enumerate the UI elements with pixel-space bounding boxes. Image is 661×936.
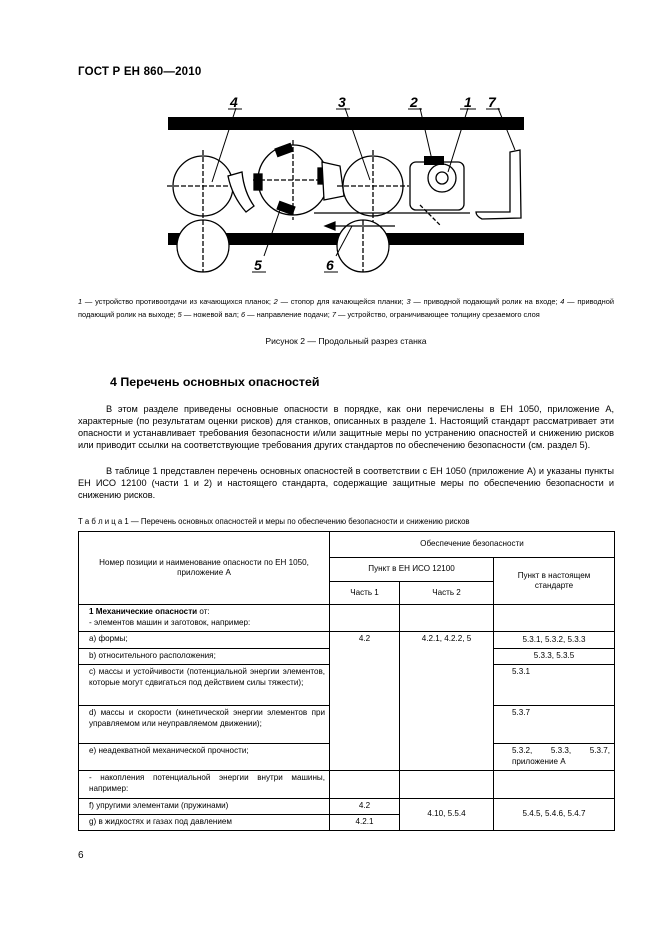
cell-std-d: 5.3.7 [494,706,615,744]
cell-empty [330,605,400,632]
inlet-feed-roller-3 [337,150,409,222]
cell-empty [400,771,494,799]
cell-empty [330,771,400,799]
label-5: 5 [254,257,262,273]
header-this-standard: Пункт в настоящем стандарте [494,558,615,605]
header-iso: Пункт в ЕН ИСО 12100 [330,558,494,582]
hazards-table [78,531,615,831]
label-2: 2 [410,94,418,110]
lower-roller-left [177,220,229,272]
figure-legend: 1 — устройство противоотдачи из качающихся планок; 2 — стопор для качающейся планки; 3 — приводной подающий ролик на входе; 4 — приводной подающий ролик на выходе; 5 — ножевой вал; 6 — направление подачи; 7 — устройство, ограничивающее толщину срезаемого слоя [78,297,614,319]
cell-std-c: 5.3.1 [494,665,615,706]
label-1: 1 [464,94,472,110]
label-6: 6 [326,257,334,273]
cell-std-f-g: 5.4.5, 5.4.6, 5.4.7 [494,799,615,831]
header-safety: Обеспечение безопасности [330,532,615,558]
cell-empty [400,605,494,632]
header-part2: Часть 2 [400,582,494,605]
cell-p1-g: 4.2.1 [330,815,400,831]
cell-std-b: 5.3.3, 5.3.5 [494,649,615,665]
upper-table-bar [168,117,524,130]
machine-cross-section-figure [150,90,535,275]
cell-std-e: 5.3.2, 5.3.3, 5.3.7, приложение А [494,744,615,771]
row-e: е) неадекватной механической прочности; [79,744,330,771]
label-3: 3 [338,94,346,110]
figure-caption: Рисунок 2 — Продольный разрез станка [265,336,427,346]
cell-p2-a-e: 4.2.1, 4.2.2, 5 [400,632,494,771]
cell-empty [494,771,615,799]
section-title: 4 Перечень основных опасностей [110,375,320,389]
document-header: ГОСТ Р ЕН 860—2010 [78,66,202,78]
depth-limiter-7 [476,150,521,219]
row-accumulation: - накопления потенциальной энергии внутри машины, например: [79,771,330,799]
table-caption: Т а б л и ц а 1 — Перечень основных опасностей и меры по обеспечению безопасности и снижению рисков [78,517,470,526]
row-g: g) в жидкостях и газах под давлением [79,815,330,831]
cell-std-a: 5.3.1, 5.3.2, 5.3.3 [494,632,615,649]
paragraph-2: В таблице 1 представлен перечень основных опасностей в соответствии с ЕН 1050 (приложение А) и указаны пункты ЕН ИСО 12100 (части 1 и 2) и настоящего стандарта, содержащие защитные меры по обеспечению безопасности и снижению рисков. [78,466,614,501]
paragraph-1: В этом разделе приведены основные опасности в порядке, как они перечислены в ЕН 1050, приложение А, характерные (по результатам оценки рисков) для станков, описанных в разделе 1. Настоящий стандарт рассматривает эти опасности и устанавливает требования безопасности и/или защитные меры по устранению опасностей и снижению рисков или приводит ссылки на соответствующие требования других стандартов по обеспечению безопасности (см. раздел 5). [78,404,614,451]
page-number: 6 [78,850,84,861]
cell-p1-a-e: 4.2 [330,632,400,771]
row-d: d) массы и скорости (кинетической энергии элементов при управляемом или неуправляемом движении); [79,706,330,744]
cell-p2-f-g: 4.10, 5.5.4 [400,799,494,831]
row-a: а) формы; [79,632,330,649]
stop-for-pawl-2 [424,156,444,165]
label-4: 4 [230,94,238,110]
group-mechanical: 1 Механические опасности от: - элементов машин и заготовок, например: [79,605,330,632]
row-c: с) массы и устойчивости (потенциальной энергии элементов, которые могут сдвигаться под действием силы тяжести); [79,665,330,706]
lower-roller-right [337,220,389,272]
row-b: b) относительного расположения; [79,649,330,665]
anti-kickback-device-1 [410,162,464,225]
label-7: 7 [488,94,496,110]
cutter-block-5 [253,140,333,220]
header-hazard: Номер позиции и наименование опасности по ЕН 1050, приложение А [79,532,330,605]
chipbreaker [322,162,344,200]
cell-empty [494,605,615,632]
outlet-feed-roller-4 [167,150,239,222]
cell-p1-f: 4.2 [330,799,400,815]
row-f: f) упругими элементами (пружинами) [79,799,330,815]
header-part1: Часть 1 [330,582,400,605]
